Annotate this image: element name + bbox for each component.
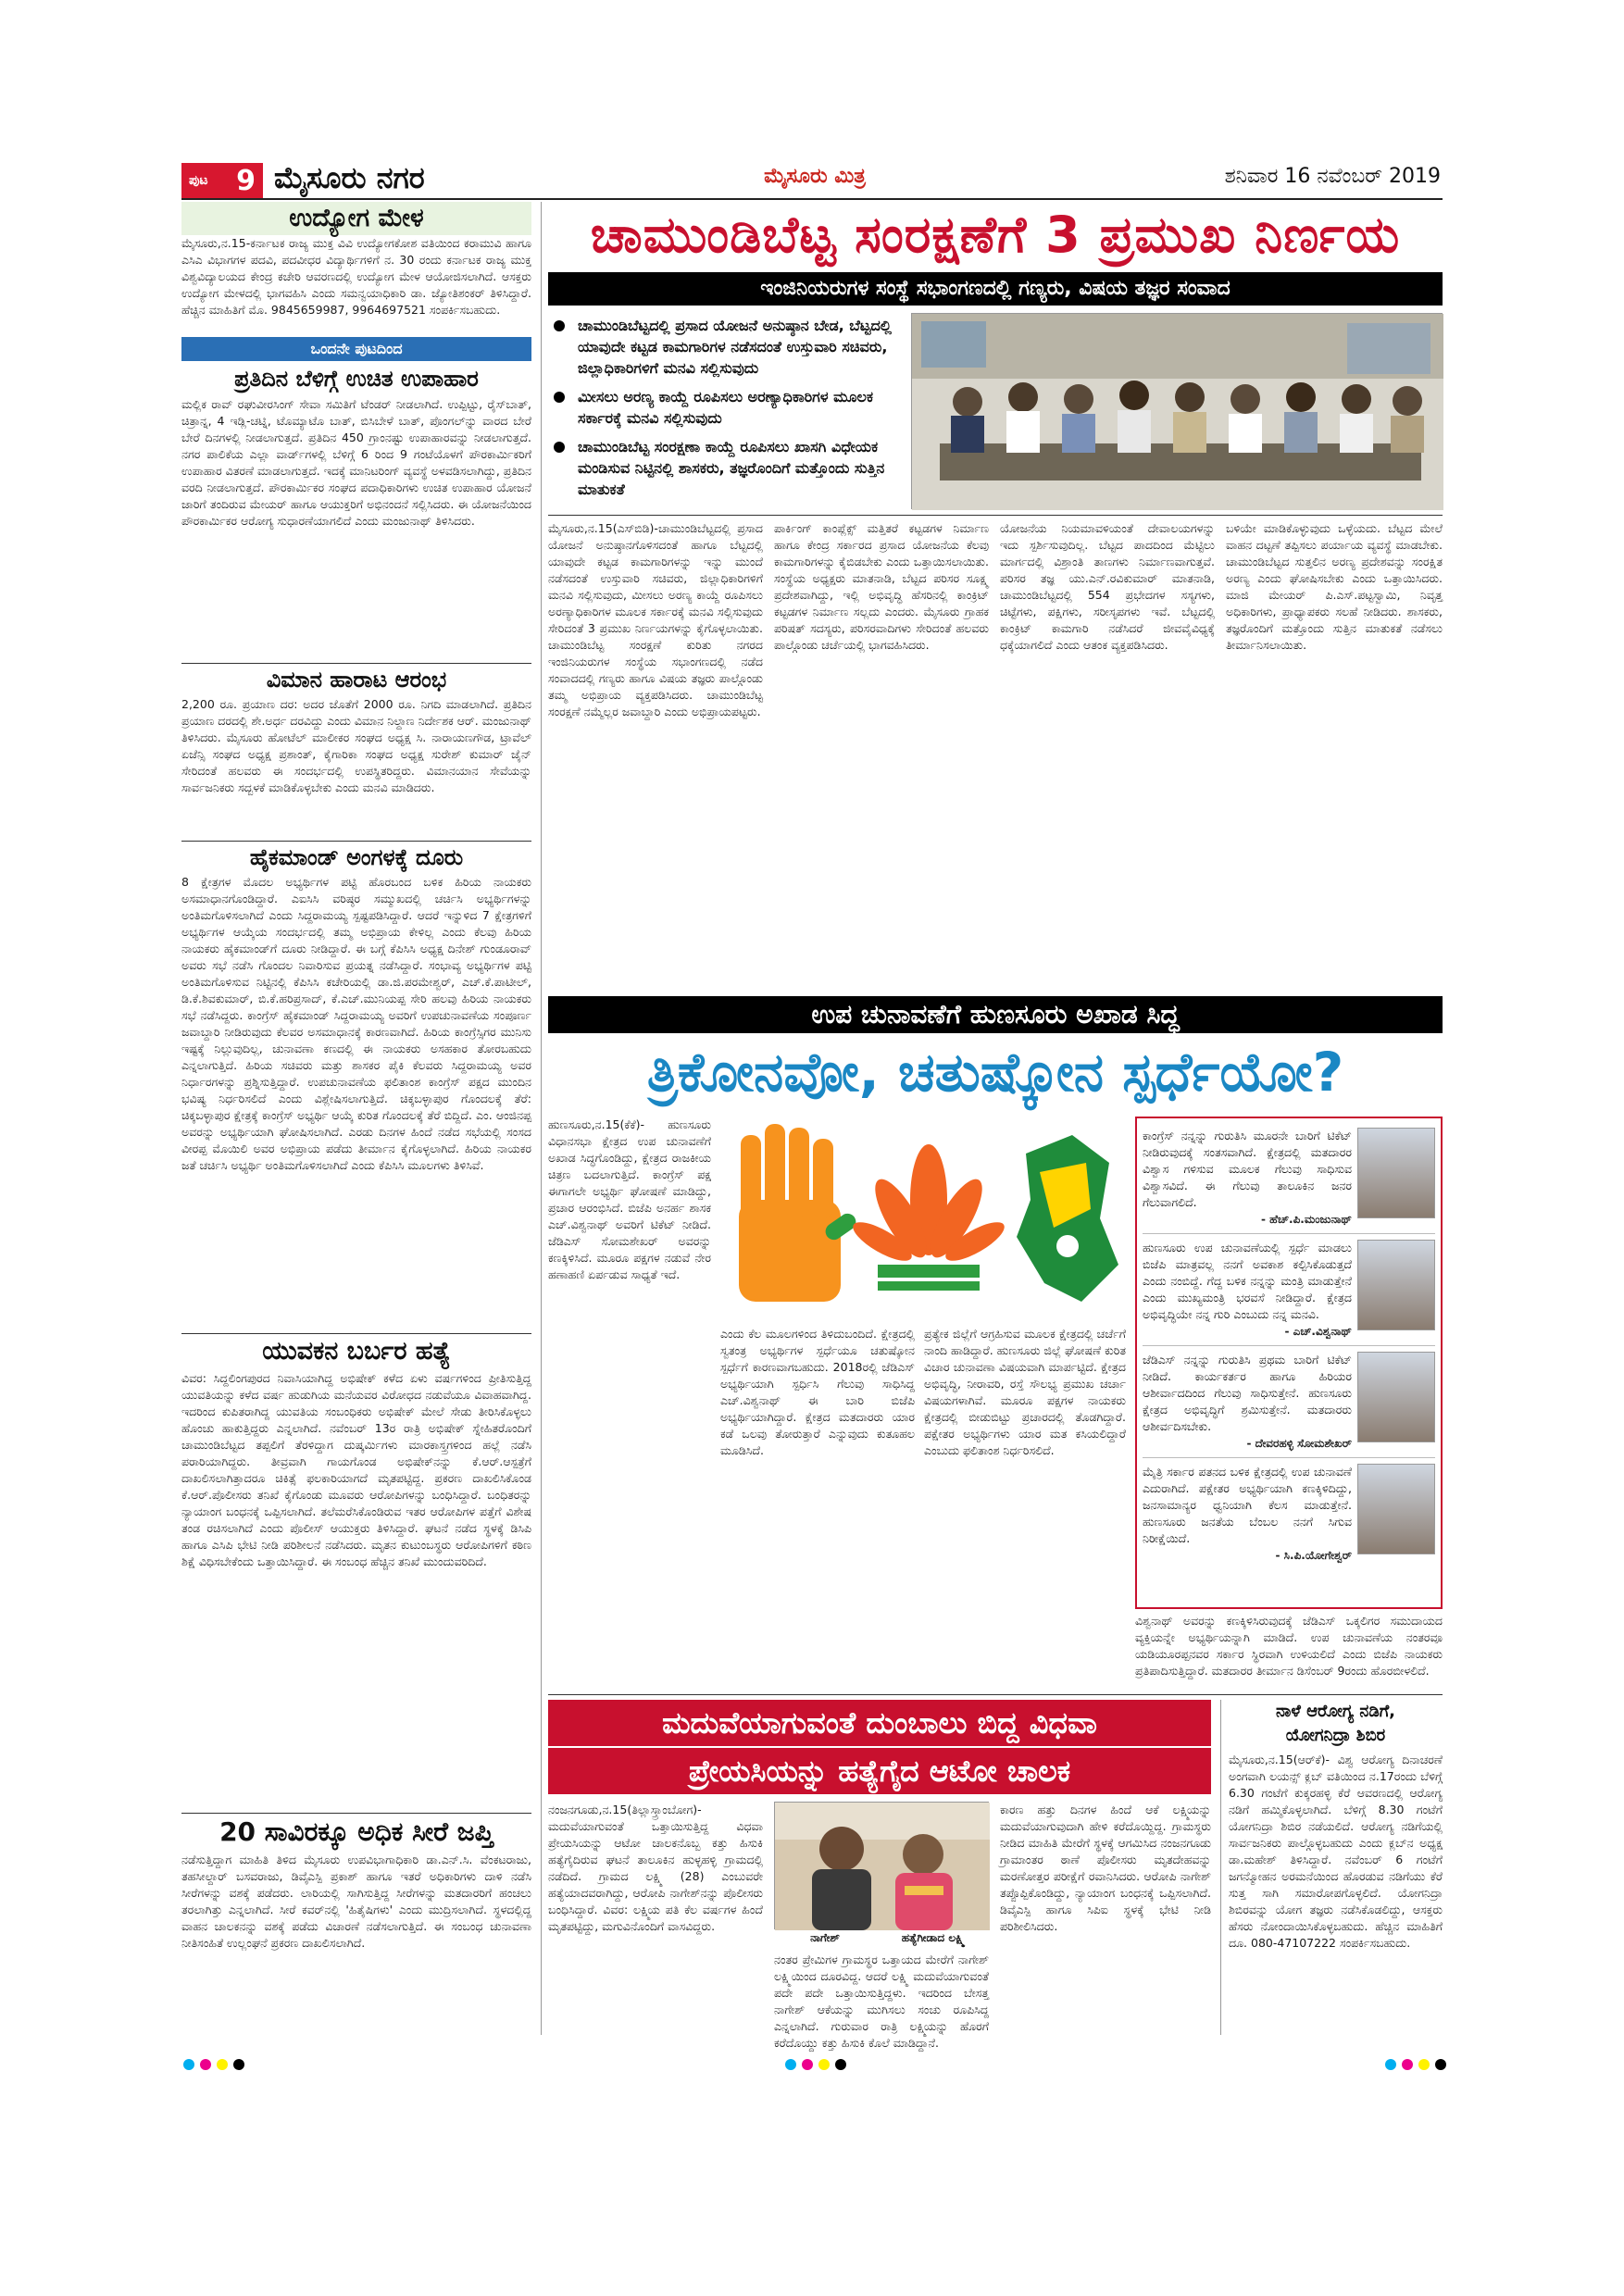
candidate-quote-text [1143,1352,1357,1452]
column-divider [541,202,542,2035]
page-number: 9 [236,164,256,197]
registration-mark [818,2059,830,2070]
candidate-quotes-box [1135,1117,1443,1609]
candidate-photo [1357,1240,1435,1330]
candidate-quote [1143,1458,1435,1569]
lead-col-3: ಯೋಜನೆಯ ನಿಯಮಾವಳಿಯಂತೆ ದೇವಾಲಯಗಳನ್ನು ಇದು ಸ್ಪರ್ಶಿಸುವುದಿಲ್ಲ. ಬೆಟ್ಟದ ಪಾದದಿಂದ ಮೆಟ್ಟಿಲು ಮಾರ್ಗದಲ್ಲಿ ವಿಶ್ರಾಂತಿ ತಾಣಗಳು ನಿರ್ಮಾಣವಾಗುತ್ತವೆ. ಪರಿಸರ ತಜ್ಞ ಯು.ಎನ್.ರವಿಕುಮಾರ್ ಮಾತನಾಡಿ, ಚಾಮುಂಡಿಬೆಟ್ಟದಲ್ಲಿ 554 ಪ್ರಭೇದಗಳ ಸಸ್ಯಗಳು, ಚಿಟ್ಟೆಗಳು, ಪಕ್ಷಿಗಳು, ಸರೀಸೃಪಗಳು ಇವೆ. ಬೆಟ್ಟದಲ್ಲಿ ಕಾಂಕ್ರಿಟ್ ಕಾಮಗಾರಿ ನಡೆಸಿದರೆ ಜೀವವೈವಿಧ್ಯಕ್ಕೆ ಧಕ್ಕೆಯಾಗಲಿದೆ ಎಂದು ಆತಂಕ ವ್ಯಕ್ತಪಡಿಸಿದರು. [1000,521,1215,652]
registration-mark [1435,2059,1446,2070]
widow-headline-1: ಮದುವೆಯಾಗುವಂತೆ ದುಂಬಾಲು ಬಿದ್ದ ವಿಧವಾ [548,1700,1211,1746]
flight-headline: ವಿಮಾನ ಹಾರಾಟ ಆರಂಭ [181,663,531,694]
election-rule [548,1694,1443,1695]
bullet-icon [554,392,565,403]
sarees-body: ನಡೆಸುತ್ತಿದ್ದಾಗ ಮಾಹಿತಿ ತಿಳಿದ ಮೈಸೂರು ಉಪವಿಭಾಗಾಧಿಕಾರಿ ಡಾ.ಎನ್.ಸಿ. ವೆಂಕಟರಾಜು, ತಹಸೀಲ್ದಾರ್ ಬಸವರಾಜು, ಡಿವೈಎಸ್ಪಿ ಪ್ರಕಾಶ್ ಹಾಗೂ ಇತರೆ ಅಧಿಕಾರಿಗಳು ದಾಳಿ ನಡೆಸಿ ಸೀರೆಗಳನ್ನು ವಶಕ್ಕೆ ಪಡೆದರು. ಲಾರಿಯಲ್ಲಿ ಸಾಗಿಸುತ್ತಿದ್ದ ಸೀರೆಗಳನ್ನು ಮತದಾರರಿಗೆ ಹಂಚಲು ತರಲಾಗಿತ್ತು ಎನ್ನಲಾಗಿದೆ. ಸೀರೆ ಕವರ್‌ನಲ್ಲಿ 'ಹಿತೈಷಿಗಳು' ಎಂದು ಮುದ್ರಿಸಲಾಗಿದೆ. ಸ್ಥಳದಲ್ಲಿದ್ದ ವಾಹನ ಚಾಲಕನನ್ನು ವಶಕ್ಕೆ ಪಡೆದು ವಿಚಾರಣೆ ನಡೆಸಲಾಗುತ್ತಿದೆ. ಈ ಸಂಬಂಧ ಚುನಾವಣಾ ನೀತಿಸಂಹಿತೆ ಉಲ್ಲಂಘನೆ ಪ್ರಕರಣ ದಾಖಲಿಸಲಾಗಿದೆ. [181,1853,531,1950]
lead-subheadline: ಇಂಜಿನಿಯರುಗಳ ಸಂಸ್ಥೆ ಸಭಾಂಗಣದಲ್ಲಿ ಗಣ್ಯರು, ವಿಷಯ ತಜ್ಞರ ಸಂವಾದ [548,272,1443,306]
sarees-headline: 20 ಸಾವಿರಕ್ಕೂ ಅಧಿಕ ಸೀರೆ ಜಪ್ತಿ [181,1813,531,1850]
breakfast-headline: ಪ್ರತಿದಿನ ಬೆಳಿಗ್ಗೆ ಉಚಿತ ಉಪಾಹಾರ [234,366,479,392]
bjp-lotus-icon [848,1144,1009,1291]
party-symbols-illustration [720,1117,1130,1320]
continued-banner: ಒಂದನೇ ಪುಟದಿಂದ [181,337,531,361]
candidate-photo [1357,1128,1435,1218]
page-label: ಪುಟ [189,173,208,188]
jds-symbol-icon [1017,1135,1118,1302]
candidate-quote-text [1143,1464,1357,1564]
couple-photo [774,1802,989,1929]
health-box [1220,1700,1443,2035]
election-col-3: ಪ್ರತ್ಯೇಕ ಜಿಲ್ಲೆಗೆ ಆಗ್ರಹಿಸುವ ಮೂಲಕ ಕ್ಷೇತ್ರದಲ್ಲಿ ಚರ್ಚೆಗೆ ನಾಂದಿ ಹಾಡಿದ್ದಾರೆ. ಹುಣಸೂರು ಜಿಲ್ಲೆ ಘೋಷಣೆ ಕುರಿತ ವಿಚಾರ ಚುನಾವಣಾ ವಿಷಯವಾಗಿ ಮಾರ್ಪಟ್ಟಿದೆ. ಕ್ಷೇತ್ರದ ಅಭಿವೃದ್ಧಿ, ನೀರಾವರಿ, ರಸ್ತೆ ಸೌಲಭ್ಯ ಪ್ರಮುಖ ಚರ್ಚಾ ವಿಷಯಗಳಾಗಿವೆ. ಮೂರೂ ಪಕ್ಷಗಳ ನಾಯಕರು ಕ್ಷೇತ್ರದಲ್ಲಿ ಬೀಡುಬಿಟ್ಟು ಪ್ರಚಾರದಲ್ಲಿ ತೊಡಗಿದ್ದಾರೆ. ಪಕ್ಷೇತರ ಅಭ್ಯರ್ಥಿಗಳು ಯಾರ ಮತ ಕಸಿಯಲಿದ್ದಾರೆ ಎಂಬುದು ಫಲಿತಾಂಶ ನಿರ್ಧರಿಸಲಿದೆ. [924,1327,1126,1457]
flight-body: 2,200 ರೂ. ಪ್ರಯಾಣ ದರ: ಅದರ ಜೊತೆಗೆ 2000 ರೂ. ನಿಗದಿ ಮಾಡಲಾಗಿದೆ. ಪ್ರತಿದಿನ ಪ್ರಯಾಣ ದರದಲ್ಲಿ ಶೇ.ಅರ್ಧ ದರವಿದ್ದು ಎಂದು ವಿಮಾನ ನಿಲ್ದಾಣ ನಿರ್ದೇಶಕ ಆರ್. ಮಂಜುನಾಥ್ ತಿಳಿಸಿದರು. ಮೈಸೂರು ಹೋಟೆಲ್ ಮಾಲೀಕರ ಸಂಘದ ಅಧ್ಯಕ್ಷ ಸಿ. ನಾರಾಯಣಗೌಡ, ಟ್ರಾವೆಲ್ ಏಜೆನ್ಸಿ ಸಂಘದ ಅಧ್ಯಕ್ಷ ಪ್ರಶಾಂತ್, ಕೈಗಾರಿಕಾ ಸಂಘದ ಅಧ್ಯಕ್ಷ ಸುರೇಶ್ ಕುಮಾರ್ ಜೈನ್ ಸೇರಿದಂತೆ ಹಲವರು ಈ ಸಂದರ್ಭದಲ್ಲಿ ಉಪಸ್ಥಿತರಿದ್ದರು. ವಿಮಾನಯಾನ ಸೇವೆಯನ್ನು ಸಾರ್ವಜನಿಕರು ಸದ್ಬಳಕೆ ಮಾಡಿಕೊಳ್ಳಬೇಕು ಎಂದು ಮನವಿ ಮಾಡಿದರು. [181,697,531,794]
lead-bullet [548,436,902,500]
candidate-photo [1357,1464,1435,1554]
registration-mark [785,2059,796,2070]
candidate-quote-text [1143,1240,1357,1340]
registration-mark [1418,2059,1430,2070]
widow-col-3: ಕಾರಣ ಹತ್ತು ದಿನಗಳ ಹಿಂದೆ ಆಕೆ ಲಕ್ಷ್ಮಿಯನ್ನು ಮದುವೆಯಾಗುವುದಾಗಿ ಹೇಳಿ ಕರೆದೊಯ್ದಿದ್ದ. ಗ್ರಾಮಸ್ಥರು ನೀಡಿದ ಮಾಹಿತಿ ಮೇರೆಗೆ ಸ್ಥಳಕ್ಕೆ ಆಗಮಿಸಿದ ನಂಜನಗೂಡು ಗ್ರಾಮಾಂತರ ಠಾಣೆ ಪೊಲೀಸರು ಮೃತದೇಹವನ್ನು ಮರಣೋತ್ತರ ಪರೀಕ್ಷೆಗೆ ರವಾನಿಸಿದರು. ಆರೋಪಿ ನಾಗೇಶ್ ತಪ್ಪೊಪ್ಪಿಕೊಂಡಿದ್ದು, ನ್ಯಾಯಾಂಗ ಬಂಧನಕ್ಕೆ ಒಪ್ಪಿಸಲಾಗಿದೆ. ಡಿವೈಎಸ್ಪಿ ಹಾಗೂ ಸಿಪಿಐ ಸ್ಥಳಕ್ಕೆ ಭೇಟಿ ನೀಡಿ ಪರಿಶೀಲಿಸಿದರು. [1000,1803,1211,1933]
registration-mark [200,2059,211,2070]
lead-bullet-text: ಚಾಮುಂಡಿಬೆಟ್ಟ ಸಂರಕ್ಷಣಾ ಕಾಯ್ದೆ ರೂಪಿಸಲು ಖಾಸಗಿ ವಿಧೇಯಕ ಮಂಡಿಸುವ ನಿಟ್ಟಿನಲ್ಲಿ ಶಾಸಕರು, ತಜ್ಞರೊಂದಿಗೆ ಮತ್ತೊಂದು ಸುತ್ತಿನ ಮಾತುಕತೆ [578,438,885,498]
lead-bullet [548,315,902,379]
quote-text: ಜೆಡಿಎಸ್ ನನ್ನನ್ನು ಗುರುತಿಸಿ ಪ್ರಥಮ ಬಾರಿಗೆ ಟಿಕೆಟ್ ನೀಡಿದೆ. ಕಾರ್ಯಕರ್ತರ ಹಾಗೂ ಹಿರಿಯರ ಆಶೀರ್ವಾದದಿಂದ ಗೆಲುವು ಸಾಧಿಸುತ್ತೇನೆ. ಹುಣಸೂರು ಕ್ಷೇತ್ರದ ಅಭಿವೃದ್ಧಿಗೆ ಶ್ರಮಿಸುತ್ತೇನೆ. ಮತದಾರರು ಆಶೀರ್ವದಿಸಬೇಕು. [1143,1353,1352,1433]
quote-signature: - ದೇವರಹಳ್ಳಿ ಸೋಮಶೇಖರ್ [1246,1437,1352,1450]
murder-body: ವಿವರ: ಸಿದ್ದಲಿಂಗಪುರದ ನಿವಾಸಿಯಾಗಿದ್ದ ಅಭಿಷೇಕ್ ಕಳೆದ ಏಳು ವರ್ಷಗಳಿಂದ ಪ್ರೀತಿಸುತ್ತಿದ್ದ ಯುವತಿಯನ್ನು ಕಳೆದ ವರ್ಷ ಹುಡುಗಿಯ ಮನೆಯವರ ವಿರೋಧದ ನಡುವೆಯೂ ವಿವಾಹವಾಗಿದ್ದ. ಇದರಿಂದ ಕುಪಿತರಾಗಿದ್ದ ಯುವತಿಯ ಸಂಬಂಧಿಕರು ಅಭಿಷೇಕ್ ಮೇಲೆ ಸೇಡು ತೀರಿಸಿಕೊಳ್ಳಲು ಹೊಂಚು ಹಾಕುತ್ತಿದ್ದರು ಎನ್ನಲಾಗಿದೆ. ನವೆಂಬರ್ 13ರ ರಾತ್ರಿ ಅಭಿಷೇಕ್ ಸ್ನೇಹಿತರೊಂದಿಗೆ ಚಾಮುಂಡಿಬೆಟ್ಟದ ತಪ್ಪಲಿಗೆ ತೆರಳಿದ್ದಾಗ ದುಷ್ಕರ್ಮಿಗಳು ಮಾರಕಾಸ್ತ್ರಗಳಿಂದ ಹಲ್ಲೆ ನಡೆಸಿ ಪರಾರಿಯಾಗಿದ್ದರು. ತೀವ್ರವಾಗಿ ಗಾಯಗೊಂಡ ಅಭಿಷೇಕ್‌ನನ್ನು ಕೆ.ಆರ್.ಆಸ್ಪತ್ರೆಗೆ ದಾಖಲಿಸಲಾಗಿತ್ತಾದರೂ ಚಿಕಿತ್ಸೆ ಫಲಕಾರಿಯಾಗದೆ ಮೃತಪಟ್ಟಿದ್ದ. ಪ್ರಕರಣ ದಾಖಲಿಸಿಕೊಂಡ ಕೆ.ಆರ್.ಪೊಲೀಸರು ತನಿಖೆ ಕೈಗೊಂಡು ಮೂವರು ಆರೋಪಿಗಳನ್ನು ಬಂಧಿಸಿದ್ದಾರೆ. ಬಂಧಿತರನ್ನು ನ್ಯಾಯಾಂಗ ಬಂಧನಕ್ಕೆ ಒಪ್ಪಿಸಲಾಗಿದೆ. ತಲೆಮರೆಸಿಕೊಂಡಿರುವ ಇತರ ಆರೋಪಿಗಳ ಪತ್ತೆಗೆ ವಿಶೇಷ ತಂಡ ರಚಿಸಲಾಗಿದೆ ಎಂದು ಪೊಲೀಸ್ ಆಯುಕ್ತರು ತಿಳಿಸಿದ್ದಾರೆ. ಘಟನೆ ನಡೆದ ಸ್ಥಳಕ್ಕೆ ಡಿಸಿಪಿ ಹಾಗೂ ಎಸಿಪಿ ಭೇಟಿ ನೀಡಿ ಪರಿಶೀಲನೆ ನಡೆಸಿದರು. ಮೃತನ ಕುಟುಂಬಸ್ಥರು ಆರೋಪಿಗಳಿಗೆ ಕಠಿಣ ಶಿಕ್ಷೆ ವಿಧಿಸಬೇಕೆಂದು ಒತ್ತಾಯಿಸಿದ್ದಾರೆ. ಈ ಸಂಬಂಧ ಹೆಚ್ಚಿನ ತನಿಖೆ ಮುಂದುವರಿದಿದೆ. [181,1371,531,1568]
widow-col-2: ನಂತರ ಪ್ರೇಮಿಗಳ ಗ್ರಾಮಸ್ಥರ ಒತ್ತಾಯದ ಮೇರೆಗೆ ನಾಗೇಶ್ ಲಕ್ಷ್ಮಿಯಿಂದ ದೂರವಿದ್ದ. ಆದರೆ ಲಕ್ಷ್ಮಿ ಮದುವೆಯಾಗುವಂತೆ ಪದೇ ಪದೇ ಒತ್ತಾಯಿಸುತ್ತಿದ್ದಳು. ಇದರಿಂದ ಬೇಸತ್ತ ನಾಗೇಶ್ ಆಕೆಯನ್ನು ಮುಗಿಸಲು ಸಂಚು ರೂಪಿಸಿದ್ದ ಎನ್ನಲಾಗಿದೆ. ಗುರುವಾರ ರಾತ್ರಿ ಲಕ್ಷ್ಮಿಯನ್ನು ಹೊರಗೆ ಕರೆದೊಯ್ದು ಕತ್ತು ಹಿಸುಕಿ ಕೊಲೆ ಮಾಡಿದ್ದಾನೆ. [774,1953,989,2050]
header-rule [181,198,1443,200]
couple-photo-illustration [775,1803,990,1930]
registration-mark [835,2059,846,2070]
quote-signature: - ಎಚ್.ವಿಶ್ವನಾಥ್ [1284,1325,1352,1338]
page-number-box [181,163,263,198]
candidate-photo [1357,1352,1435,1442]
registration-mark [1385,2059,1396,2070]
meeting-photo [911,313,1443,509]
lead-bullet [548,386,902,429]
registration-mark [802,2059,813,2070]
quote-text: ಮೈತ್ರಿ ಸರ್ಕಾರ ಪತನದ ಬಳಿಕ ಕ್ಷೇತ್ರದಲ್ಲಿ ಉಪ ಚುನಾವಣೆ ಎದುರಾಗಿದೆ. ಪಕ್ಷೇತರ ಅಭ್ಯರ್ಥಿಯಾಗಿ ಕಣಕ್ಕಿಳಿದಿದ್ದು, ಜನಸಾಮಾನ್ಯರ ಧ್ವನಿಯಾಗಿ ಕೆಲಸ ಮಾಡುತ್ತೇನೆ. ಹುಣಸೂರು ಜನತೆಯ ಬೆಂಬಲ ನನಗೆ ಸಿಗುವ ನಿರೀಕ್ಷೆಯಿದೆ. [1143,1465,1352,1545]
lead-bullet-text: ಚಾಮುಂಡಿಬೆಟ್ಟದಲ್ಲಿ ಪ್ರಸಾದ ಯೋಜನೆ ಅನುಷ್ಠಾನ ಬೇಡ, ಬೆಟ್ಟದಲ್ಲಿ ಯಾವುದೇ ಕಟ್ಟಡ ಕಾಮಗಾರಿಗಳ ನಡೆಸದಂತೆ ಉಸ್ತುವಾರಿ ಸಚಿವರು, ಜಿಲ್ಲಾಧಿಕಾರಿಗಳಿಗೆ ಮನವಿ ಸಲ್ಲಿಸುವುದು [578,317,892,377]
congress-hand-icon [739,1124,859,1302]
election-headline: ತ್ರಿಕೋನವೋ, ಚತುಷ್ಕೋನ ಸ್ಪರ್ಧೆಯೋ? [646,1041,1344,1104]
highcommand-body: 8 ಕ್ಷೇತ್ರಗಳ ಮೊದಲ ಅಭ್ಯರ್ಥಿಗಳ ಪಟ್ಟಿ ಹೊರಬಂದ ಬಳಿಕ ಹಿರಿಯ ನಾಯಕರು ಅಸಮಾಧಾನಗೊಂಡಿದ್ದಾರೆ. ಎಐಸಿಸಿ ವರಿಷ್ಠರ ಸಮ್ಮುಖದಲ್ಲಿ ಚರ್ಚಿಸಿ ಅಭ್ಯರ್ಥಿಗಳನ್ನು ಅಂತಿಮಗೊಳಿಸಲಾಗಿದೆ ಎಂದು ಸಿದ್ದರಾಮಯ್ಯ ಸ್ಪಷ್ಟಪಡಿಸಿದ್ದಾರೆ. ಆದರೆ ಇನ್ನುಳಿದ 7 ಕ್ಷೇತ್ರಗಳಿಗೆ ಅಭ್ಯರ್ಥಿಗಳ ಆಯ್ಕೆಯ ಸಂದರ್ಭದಲ್ಲಿ ತಮ್ಮ ಅಭಿಪ್ರಾಯ ಕೇಳಿಲ್ಲ ಎಂದು ಕೆಲವು ಹಿರಿಯ ನಾಯಕರು ಹೈಕಮಾಂಡ್‌ಗೆ ದೂರು ನೀಡಿದ್ದಾರೆ. ಈ ಬಗ್ಗೆ ಕೆಪಿಸಿಸಿ ಅಧ್ಯಕ್ಷ ದಿನೇಶ್ ಗುಂಡೂರಾವ್ ಅವರು ಸಭೆ ನಡೆಸಿ ಗೊಂದಲ ನಿವಾರಿಸುವ ಪ್ರಯತ್ನ ನಡೆಸಿದ್ದಾರೆ. ಸಂಭಾವ್ಯ ಅಭ್ಯರ್ಥಿಗಳ ಪಟ್ಟಿ ಅಂತಿಮಗೊಳಿಸುವ ನಿಟ್ಟಿನಲ್ಲಿ ಕೆಪಿಸಿಸಿ ಕಚೇರಿಯಲ್ಲಿ ಡಾ.ಜಿ.ಪರಮೇಶ್ವರ್, ಎಚ್.ಕೆ.ಪಾಟೀಲ್, ಡಿ.ಕೆ.ಶಿವಕುಮಾರ್, ಬಿ.ಕೆ.ಹರಿಪ್ರಸಾದ್, ಕೆ.ಎಚ್.ಮುನಿಯಪ್ಪ ಸೇರಿ ಹಲವು ಹಿರಿಯ ನಾಯಕರು ಸಭೆ ನಡೆಸಿದ್ದರು. ಕಾಂಗ್ರೆಸ್ ಹೈಕಮಾಂಡ್ ಸಿದ್ದರಾಮಯ್ಯ ಅವರಿಗೆ ಉಪಚುನಾವಣೆಯ ಸಂಪೂರ್ಣ ಜವಾಬ್ದಾರಿ ನೀಡಿರುವುದು ಕೆಲವರ ಅಸಮಾಧಾನಕ್ಕೆ ಕಾರಣವಾಗಿದೆ. ಹಿರಿಯ ಕಾಂಗ್ರೆಸ್ಸಿಗರ ಮುನಿಸು ಇಷ್ಟಕ್ಕೆ ನಿಲ್ಲುವುದಿಲ್ಲ, ಚುನಾವಣಾ ಕಣದಲ್ಲಿ ಈ ನಾಯಕರು ಅಸಹಕಾರ ತೋರಬಹುದು ಎನ್ನಲಾಗುತ್ತಿದೆ. ಹಿರಿಯ ಸಚಿವರು ಮತ್ತು ಶಾಸಕರ ಪೈಕಿ ಕೆಲವರು ಸಿದ್ದರಾಮಯ್ಯ ಅವರ ನಿರ್ಧಾರಗಳನ್ನು ಪ್ರಶ್ನಿಸುತ್ತಿದ್ದಾರೆ. ಉಪಚುನಾವಣೆಯ ಫಲಿತಾಂಶ ಕಾಂಗ್ರೆಸ್ ಪಕ್ಷದ ಮುಂದಿನ ಭವಿಷ್ಯ ನಿರ್ಧರಿಸಲಿದೆ ಎಂದು ವಿಶ್ಲೇಷಿಸಲಾಗುತ್ತಿದೆ. ಚಿಕ್ಕಬಳ್ಳಾಪುರ ಗೊಂದಲಕ್ಕೆ ತೆರೆ: ಚಿಕ್ಕಬಳ್ಳಾಪುರ ಕ್ಷೇತ್ರಕ್ಕೆ ಕಾಂಗ್ರೆಸ್ ಅಭ್ಯರ್ಥಿ ಆಯ್ಕೆ ಕುರಿತ ಗೊಂದಲಕ್ಕೆ ತೆರೆ ಬಿದ್ದಿದೆ. ಎಂ. ಆಂಜಿನಪ್ಪ ಅವರನ್ನು ಅಭ್ಯರ್ಥಿಯಾಗಿ ಘೋಷಿಸಲಾಗಿದೆ. ಎರಡು ದಿನಗಳ ಹಿಂದೆ ನಡೆದ ಸಭೆಯಲ್ಲಿ ಸಂಸದ ವೀರಪ್ಪ ಮೊಯಿಲಿ ಅವರ ಅಭಿಪ್ರಾಯ ಪಡೆದು ತೀರ್ಮಾನ ಕೈಗೊಳ್ಳಲಾಗಿದೆ. ಹಿರಿಯ ನಾಯಕರ ಜತೆ ಚರ್ಚಿಸಿ ಅಭ್ಯರ್ಥಿ ಅಂತಿಮಗೊಳಿಸಲಾಗಿದೆ ಎಂದು ಕೆಪಿಸಿಸಿ ಮೂಲಗಳು ತಿಳಿಸಿವೆ. [181,875,531,1172]
lead-bullets [548,315,902,507]
lead-headline: ಚಾಮುಂಡಿಬೆಟ್ಟ ಸಂರಕ್ಷಣೆಗೆ 3 ಪ್ರಮುಖ ನಿರ್ಣಯ [590,206,1401,264]
candidate-quote-text [1143,1128,1357,1228]
quote-signature: - ಸಿ.ಪಿ.ಯೋಗೇಶ್ವರ್ [1275,1549,1352,1562]
candidate-quote [1143,1122,1435,1234]
caption-victim: ಹತ್ಯೆಗೀಡಾದ ಲಕ್ಷ್ಮಿ [901,1931,966,1944]
job-fair-headline: ಉದ್ಯೋಗ ಮೇಳ [181,202,531,235]
job-fair-body: ಮೈಸೂರು,ನ.15-ಕರ್ನಾಟಕ ರಾಜ್ಯ ಮುಕ್ತ ವಿವಿ ಉದ್ಯೋಗಕೋಶ ವತಿಯಿಂದ ಕರಾಮುವಿ ಹಾಗೂ ಎಸಿಎ ವಿಭಾಗಗಳ ಪದವಿ, ಪದವೀಧರ ವಿದ್ಯಾರ್ಥಿಗಳಿಗೆ ನ. 30 ರಂದು ಕರ್ನಾಟಕ ರಾಜ್ಯ ಮುಕ್ತ ವಿಶ್ವವಿದ್ಯಾಲಯದ ಕೇಂದ್ರ ಕಚೇರಿ ಆವರಣದಲ್ಲಿ ಉದ್ಯೋಗ ಮೇಳ ಆಯೋಜಿಸಲಾಗಿದೆ. ಆಸಕ್ತರು ಉದ್ಯೋಗ ಮೇಳದಲ್ಲಿ ಭಾಗವಹಿಸಿ ಎಂದು ಸಮನ್ವಯಾಧಿಕಾರಿ ಡಾ. ಜ್ಯೋತಿಶಂಕರ್ ತಿಳಿಸಿದ್ದಾರೆ. ಹೆಚ್ಚಿನ ಮಾಹಿತಿಗೆ ಮೊ. 9845659987, 9964697521 ಸಂಪರ್ಕಿಸಬಹುದು. [181,236,531,317]
election-tail: ವಿಶ್ವನಾಥ್ ಅವರನ್ನು ಕಣಕ್ಕಿಳಿಸಿರುವುದಕ್ಕೆ ಜೆಡಿಎಸ್ ಒಕ್ಕಲಿಗರ ಸಮುದಾಯದ ವ್ಯಕ್ತಿಯನ್ನೇ ಅಭ್ಯರ್ಥಿಯನ್ನಾಗಿ ಮಾಡಿದೆ. ಉಪ ಚುನಾವಣೆಯ ನಂತರವೂ ಯಡಿಯೂರಪ್ಪನವರ ಸರ್ಕಾರ ಸ್ಥಿರವಾಗಿ ಉಳಿಯಲಿದೆ ಎಂದು ಬಿಜೆಪಿ ನಾಯಕರು ಪ್ರತಿಪಾದಿಸುತ್ತಿದ್ದಾರೆ. ಮತದಾರರ ತೀರ್ಮಾನ ಡಿಸೆಂಬರ್ 9ರಂದು ಹೊರಬೀಳಲಿದೆ. [1135,1614,1443,1678]
bullet-icon [554,442,565,453]
registration-mark [1402,2059,1413,2070]
candidate-quote [1143,1234,1435,1346]
lead-bullet-text: ಮೀಸಲು ಅರಣ್ಯ ಕಾಯ್ದೆ ರೂಪಿಸಲು ಅರಣ್ಯಾಧಿಕಾರಿಗಳ ಮೂಲಕ ಸರ್ಕಾರಕ್ಕೆ ಮನವಿ ಸಲ್ಲಿಸುವುದು [578,388,874,427]
registration-mark [183,2059,194,2070]
widow-headline-2: ಪ್ರೇಯಸಿಯನ್ನು ಹತ್ಯೆಗೈದ ಆಟೋ ಚಾಲಕ [548,1748,1211,1794]
widow-col-1: ನಂಜನಗೂಡು,ನ.15(ತಿಲ್ಲಾಸ್ತ್ರಾಂಬೋಗ)-ಮದುವೆಯಾಗುವಂತೆ ಒತ್ತಾಯಿಸುತ್ತಿದ್ದ ವಿಧವಾ ಪ್ರೇಯಸಿಯನ್ನು ಆಟೋ ಚಾಲಕನೊಬ್ಬ ಕತ್ತು ಹಿಸುಕಿ ಹತ್ಯೆಗೈದಿರುವ ಘಟನೆ ತಾಲೂಕಿನ ಹುಳ್ಳಹಳ್ಳಿ ಗ್ರಾಮದಲ್ಲಿ ನಡೆದಿದೆ. ಗ್ರಾಮದ ಲಕ್ಷ್ಮಿ (28) ಎಂಬುವರೇ ಹತ್ಯೆಯಾದವರಾಗಿದ್ದು, ಆರೋಪಿ ನಾಗೇಶ್‌ನನ್ನು ಪೊಲೀಸರು ಬಂಧಿಸಿದ್ದಾರೆ. ವಿವರ: ಲಕ್ಷ್ಮಿಯ ಪತಿ ಕೆಲ ವರ್ಷಗಳ ಹಿಂದೆ ಮೃತಪಟ್ಟಿದ್ದು, ಮಗುವಿನೊಂದಿಗೆ ವಾಸವಿದ್ದರು. [548,1803,763,1933]
quote-signature: - ಹೆಚ್.ಪಿ.ಮಂಜುನಾಥ್ [1260,1213,1352,1226]
health-body: ಮೈಸೂರು,ನ.15(ಆರ್‌ಕೆ)- ವಿಶ್ವ ಆರೋಗ್ಯ ದಿನಾಚರಣೆ ಅಂಗವಾಗಿ ಲಯನ್ಸ್ ಕ್ಲಬ್ ವತಿಯಿಂದ ನ.17ರಂದು ಬೆಳಿಗ್ಗೆ 6.30 ಗಂಟೆಗೆ ಕುಕ್ಕರಹಳ್ಳಿ ಕೆರೆ ಆವರಣದಲ್ಲಿ ಆರೋಗ್ಯ ನಡಿಗೆ ಹಮ್ಮಿಕೊಳ್ಳಲಾಗಿದೆ. ಬೆಳಿಗ್ಗೆ 8.30 ಗಂಟೆಗೆ ಯೋಗನಿದ್ರಾ ಶಿಬಿರ ನಡೆಯಲಿದೆ. ಆರೋಗ್ಯ ನಡಿಗೆಯಲ್ಲಿ ಸಾರ್ವಜನಿಕರು ಪಾಲ್ಗೊಳ್ಳಬಹುದು ಎಂದು ಕ್ಲಬ್‌ನ ಅಧ್ಯಕ್ಷ ಡಾ.ಮಹೇಶ್ ತಿಳಿಸಿದ್ದಾರೆ. ನವೆಂಬರ್ 6 ಗಂಟೆಗೆ ಜಗನ್ಮೋಹನ ಅರಮನೆಯಿಂದ ಹೊರಡುವ ನಡಿಗೆಯು ಕೆರೆ ಸುತ್ತ ಸಾಗಿ ಸಮಾರೋಪಗೊಳ್ಳಲಿದೆ. ಯೋಗನಿದ್ರಾ ಶಿಬಿರವನ್ನು ಯೋಗ ತಜ್ಞರು ನಡೆಸಿಕೊಡಲಿದ್ದು, ಆಸಕ್ತರು ಹೆಸರು ನೋಂದಾಯಿಸಿಕೊಳ್ಳಬಹುದು. ಹೆಚ್ಚಿನ ಮಾಹಿತಿಗೆ ದೂ. 080-47107222 ಸಂಪರ್ಕಿಸಬಹುದು. [1229,1753,1443,1950]
lead-col-2: ಪಾರ್ಕಿಂಗ್ ಕಾಂಪ್ಲೆಕ್ಸ್ ಮತ್ತಿತರೆ ಕಟ್ಟಡಗಳ ನಿರ್ಮಾಣ ಹಾಗೂ ಕೇಂದ್ರ ಸರ್ಕಾರದ ಪ್ರಸಾದ ಯೋಜನೆಯ ಕೆಲವು ಕಾಮಗಾರಿಗಳನ್ನು ಕೈಬಿಡಬೇಕು ಎಂದು ಒತ್ತಾಯಿಸಲಾಯಿತು. ಸಂಸ್ಥೆಯ ಅಧ್ಯಕ್ಷರು ಮಾತನಾಡಿ, ಬೆಟ್ಟದ ಪರಿಸರ ಸೂಕ್ಷ್ಮ ಪ್ರದೇಶವಾಗಿದ್ದು, ಇಲ್ಲಿ ಅಭಿವೃದ್ಧಿ ಹೆಸರಿನಲ್ಲಿ ಕಾಂಕ್ರಿಟ್ ಕಟ್ಟಡಗಳ ನಿರ್ಮಾಣ ಸಲ್ಲದು ಎಂದರು. ಮೈಸೂರು ಗ್ರಾಹಕ ಪರಿಷತ್ ಸದಸ್ಯರು, ಪರಿಸರವಾದಿಗಳು ಸೇರಿದಂತೆ ಹಲವರು ಪಾಲ್ಗೊಂಡು ಚರ್ಚೆಯಲ್ಲಿ ಭಾಗವಹಿಸಿದರು. [774,521,989,652]
highcommand-headline: ಹೈಕಮಾಂಡ್ ಅಂಗಳಕ್ಕೆ ದೂರು [181,841,531,872]
meeting-photo-illustration [912,314,1443,510]
health-headline-2: ಯೋಗನಿದ್ರಾ ಶಿಬಿರ [1285,1726,1386,1745]
lead-rule [548,515,1443,516]
breakfast-body: ಮಲ್ಲಿಕ ರಾವ್ ರಘುವೀರಸಿಂಗ್ ಸೇವಾ ಸಮಿತಿಗೆ ಟೆಂಡರ್ ನೀಡಲಾಗಿದೆ. ಉಪ್ಪಿಟ್ಟು, ರೈಸ್‌ಬಾತ್, ಚಿತ್ರಾನ್ನ, 4 ಇಡ್ಲಿ-ಚಟ್ನಿ, ಟೊಮ್ಯಾಟೊ ಬಾತ್, ಬಿಸಿಬೇಳೆ ಬಾತ್, ಪೊಂಗಲ್‌ನ್ನು ವಾರದ ಬೇರೆ ಬೇರೆ ದಿನಗಳಲ್ಲಿ ನೀಡಲಾಗುತ್ತದೆ. ಪ್ರತಿದಿನ 450 ಗ್ರಾಂನಷ್ಟು ಉಪಾಹಾರವನ್ನು ನೀಡಲಾಗುತ್ತದೆ. ನಗರ ಪಾಲಿಕೆಯ ಎಲ್ಲಾ ವಾರ್ಡ್‌ಗಳಲ್ಲಿ ಬೆಳಿಗ್ಗೆ 6 ರಿಂದ 9 ಗಂಟೆಯೊಳಗೆ ಪೌರಕಾರ್ಮಿಕರಿಗೆ ಉಪಾಹಾರ ವಿತರಣೆ ಮಾಡಲಾಗುತ್ತದೆ. ಇದಕ್ಕೆ ಮಾನಿಟರಿಂಗ್ ವ್ಯವಸ್ಥೆ ಅಳವಡಿಸಲಾಗಿದ್ದು, ಪ್ರತಿದಿನ ವರದಿ ನೀಡಲಾಗುತ್ತದೆ. ಪೌರಕಾರ್ಮಿಕರ ಸಂಘದ ಪದಾಧಿಕಾರಿಗಳು ಉಚಿತ ಉಪಾಹಾರ ಯೋಜನೆ ಜಾರಿಗೆ ತಂದಿರುವ ಮೇಯರ್ ಹಾಗೂ ಆಯುಕ್ತರಿಗೆ ಅಭಿನಂದನೆ ಸಲ್ಲಿಸಿದರು. ಈ ಯೋಜನೆಯಿಂದ ಪೌರಕಾರ್ಮಿಕರ ಆರೋಗ್ಯ ಸುಧಾರಣೆಯಾಗಲಿದೆ ಎಂದು ಮಂಜುನಾಥ್ ತಿಳಿಸಿದರು. [181,397,531,528]
murder-headline: ಯುವಕನ ಬರ್ಬರ ಹತ್ಯೆ [181,1333,531,1368]
registration-mark [217,2059,228,2070]
lead-col-4: ಬಳಿಯೇ ಮಾಡಿಕೊಳ್ಳುವುದು ಒಳ್ಳೆಯದು. ಬೆಟ್ಟದ ಮೇಲೆ ವಾಹನ ದಟ್ಟಣೆ ತಪ್ಪಿಸಲು ಪರ್ಯಾಯ ವ್ಯವಸ್ಥೆ ಮಾಡಬೇಕು. ಚಾಮುಂಡಿಬೆಟ್ಟದ ಸುತ್ತಲಿನ ಅರಣ್ಯ ಪ್ರದೇಶವನ್ನು ಸಂರಕ್ಷಿತ ಅರಣ್ಯ ಎಂದು ಘೋಷಿಸಬೇಕು ಎಂದು ಒತ್ತಾಯಿಸಿದರು. ಮಾಜಿ ಮೇಯರ್ ಪಿ.ಎಸ್.ಪಟ್ಟಸ್ವಾಮಿ, ನಿವೃತ್ತ ಅಧಿಕಾರಿಗಳು, ಪ್ರಾಧ್ಯಾಪಕರು ಸಲಹೆ ನೀಡಿದರು. ಶಾಸಕರು, ತಜ್ಞರೊಂದಿಗೆ ಮತ್ತೊಂದು ಸುತ್ತಿನ ಮಾತುಕತೆ ನಡೆಸಲು ತೀರ್ಮಾನಿಸಲಾಯಿತು. [1226,521,1443,652]
health-headline-1: ನಾಳೆ ಆರೋಗ್ಯ ನಡಿಗೆ, [1275,1702,1396,1721]
quote-text: ಹುಣಸೂರು ಉಪ ಚುನಾವಣೆಯಲ್ಲಿ ಸ್ಪರ್ಧೆ ಮಾಡಲು ಬಿಜೆಪಿ ಮಾತ್ರವಲ್ಲ ನನಗೆ ಅವಕಾಶ ಕಲ್ಪಿಸಿಕೊಡುತ್ತದೆ ಎಂದು ನಂಬಿದ್ದೆ. ಗೆದ್ದ ಬಳಿಕ ನನ್ನನ್ನು ಮಂತ್ರಿ ಮಾಡುತ್ತೇನೆ ಎಂದು ಮುಖ್ಯಮಂತ್ರಿ ಭರವಸೆ ನೀಡಿದ್ದಾರೆ. ಕ್ಷೇತ್ರದ ಅಭಿವೃದ್ಧಿಯೇ ನನ್ನ ಗುರಿ ಎಂಬುದು ನನ್ನ ಮನವಿ. [1143,1241,1352,1321]
lead-col-1: ಮೈಸೂರು,ನ.15(ಎಸ್‌ಬಿಡಿ)-ಚಾಮುಂಡಿಬೆಟ್ಟದಲ್ಲಿ ಪ್ರಸಾದ ಯೋಜನೆ ಅನುಷ್ಠಾನಗೊಳಿಸದಂತೆ ಹಾಗೂ ಬೆಟ್ಟದಲ್ಲಿ ಯಾವುದೇ ಕಟ್ಟಡ ಕಾಮಗಾರಿಗಳನ್ನು ಇನ್ನು ಮುಂದೆ ನಡೆಸದಂತೆ ಉಸ್ತುವಾರಿ ಸಚಿವರು, ಜಿಲ್ಲಾಧಿಕಾರಿಗಳಿಗೆ ಮನವಿ ಸಲ್ಲಿಸುವುದು, ಮೀಸಲು ಅರಣ್ಯ ಕಾಯ್ದೆ ರೂಪಿಸಲು ಅರಣ್ಯಾಧಿಕಾರಿಗಳ ಮೂಲಕ ಸರ್ಕಾರಕ್ಕೆ ಮನವಿ ಸಲ್ಲಿಸುವುದು ಸೇರಿದಂತೆ 3 ಪ್ರಮುಖ ನಿರ್ಣಯಗಳನ್ನು ಕೈಗೊಳ್ಳಲಾಯಿತು. ಚಾಮುಂಡಿಬೆಟ್ಟ ಸಂರಕ್ಷಣೆ ಕುರಿತು ನಗರದ ಇಂಜಿನಿಯರುಗಳ ಸಂಸ್ಥೆಯ ಸಭಾಂಗಣದಲ್ಲಿ ನಡೆದ ಸಂವಾದದಲ್ಲಿ ಗಣ್ಯರು ಹಾಗೂ ವಿಷಯ ತಜ್ಞರು ಪಾಲ್ಗೊಂಡು ತಮ್ಮ ಅಭಿಪ್ರಾಯ ವ್ಯಕ್ತಪಡಿಸಿದರು. ಚಾಮುಂಡಿಬೆಟ್ಟ ಸಂರಕ್ಷಣೆ ನಮ್ಮೆಲ್ಲರ ಜವಾಬ್ದಾರಿ ಎಂದು ಅಭಿಪ್ರಾಯಪಟ್ಟರು. [548,521,763,718]
masthead: ಮೈಸೂರು ಮಿತ್ರ [764,165,866,188]
registration-mark [233,2059,244,2070]
caption-accused: ನಾಗೇಶ್ [810,1931,840,1944]
section-title: ಮೈಸೂರು ನಗರ [274,160,425,195]
party-symbols [720,1117,1130,1320]
election-col-1: ಹುಣಸೂರು,ನ.15(ಕೆಕೆ)- ಹುಣಸೂರು ವಿಧಾನಸಭಾ ಕ್ಷೇತ್ರದ ಉಪ ಚುನಾವಣೆಗೆ ಅಖಾಡ ಸಿದ್ಧಗೊಂಡಿದ್ದು, ಕ್ಷೇತ್ರದ ರಾಜಕೀಯ ಚಿತ್ರಣ ಬದಲಾಗುತ್ತಿದೆ. ಕಾಂಗ್ರೆಸ್ ಪಕ್ಷ ಈಗಾಗಲೇ ಅಭ್ಯರ್ಥಿ ಘೋಷಣೆ ಮಾಡಿದ್ದು, ಪ್ರಚಾರ ಆರಂಭಿಸಿದೆ. ಬಿಜೆಪಿ ಅನರ್ಹ ಶಾಸಕ ಎಚ್.ವಿಶ್ವನಾಥ್ ಅವರಿಗೆ ಟಿಕೆಟ್ ನೀಡಿದೆ. ಜೆಡಿಎಸ್ ಸೋಮಶೇಖರ್ ಅವರನ್ನು ಕಣಕ್ಕಿಳಿಸಿದೆ. ಮೂರೂ ಪಕ್ಷಗಳ ನಡುವೆ ನೇರ ಹಣಾಹಣಿ ಏರ್ಪಡುವ ಸಾಧ್ಯತೆ ಇದೆ. [548,1117,711,1281]
issue-date: ಶನಿವಾರ 16 ನವೆಂಬರ್ 2019 [1224,165,1441,188]
election-col-2: ಎಂದು ಕೆಲ ಮೂಲಗಳಿಂದ ತಿಳಿದುಬಂದಿದೆ. ಕ್ಷೇತ್ರದಲ್ಲಿ ಸ್ವತಂತ್ರ ಅಭ್ಯರ್ಥಿಗಳ ಸ್ಪರ್ಧೆಯೂ ಚತುಷ್ಕೋನ ಸ್ಪರ್ಧೆಗೆ ಕಾರಣವಾಗಬಹುದು. 2018ರಲ್ಲಿ ಜೆಡಿಎಸ್ ಅಭ್ಯರ್ಥಿಯಾಗಿ ಸ್ಪರ್ಧಿಸಿ ಗೆಲುವು ಸಾಧಿಸಿದ್ದ ಎಚ್.ವಿಶ್ವನಾಥ್ ಈ ಬಾರಿ ಬಿಜೆಪಿ ಅಭ್ಯರ್ಥಿಯಾಗಿದ್ದಾರೆ. ಕ್ಷೇತ್ರದ ಮತದಾರರು ಯಾರ ಕಡೆ ಒಲವು ತೋರುತ್ತಾರೆ ಎನ್ನುವುದು ಕುತೂಹಲ ಮೂಡಿಸಿದೆ. [720,1327,915,1457]
quote-text: ಕಾಂಗ್ರೆಸ್ ನನ್ನನ್ನು ಗುರುತಿಸಿ ಮೂರನೇ ಬಾರಿಗೆ ಟಿಕೆಟ್ ನೀಡಿರುವುದಕ್ಕೆ ಸಂತಸವಾಗಿದೆ. ಕ್ಷೇತ್ರದಲ್ಲಿ ಮತದಾರರ ವಿಶ್ವಾಸ ಗಳಿಸುವ ಮೂಲಕ ಗೆಲುವು ಸಾಧಿಸುವ ವಿಶ್ವಾಸವಿದೆ. ಈ ಗೆಲುವು ತಾಲೂಕಿನ ಜನರ ಗೆಲುವಾಗಲಿದೆ. [1143,1129,1352,1209]
bullet-icon [554,320,565,331]
candidate-quote [1143,1346,1435,1458]
election-kicker: ಉಪ ಚುನಾವಣೆಗೆ ಹುಣಸೂರು ಅಖಾಡ ಸಿದ್ಧ [548,996,1443,1033]
